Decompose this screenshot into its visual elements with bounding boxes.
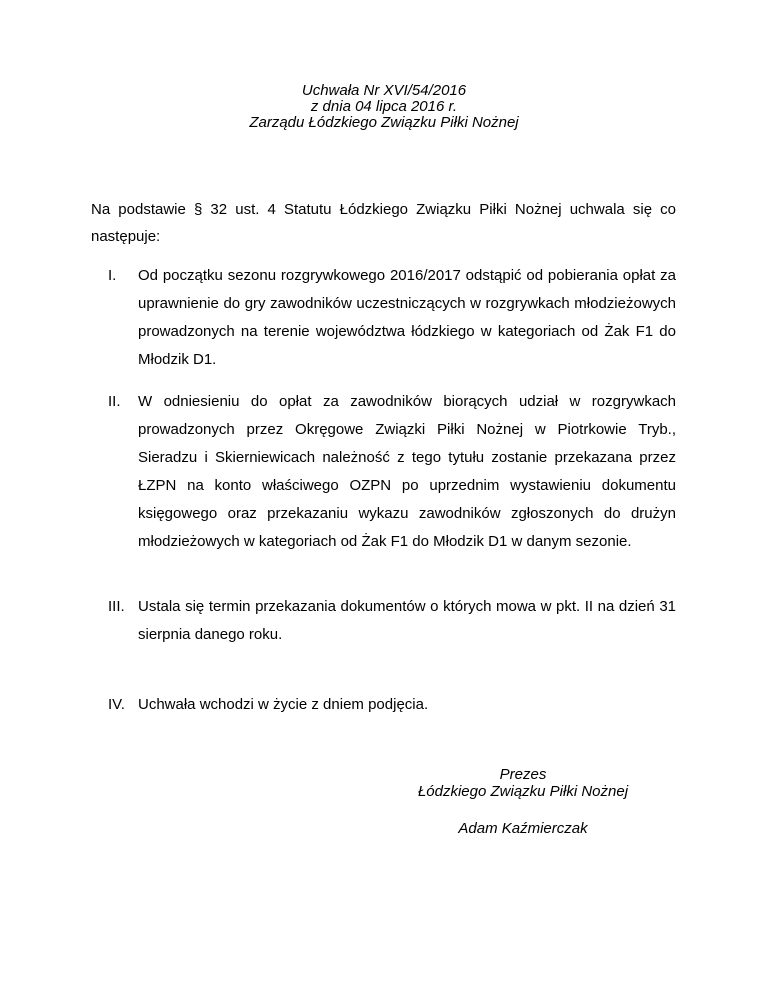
item-number: II.: [108, 393, 121, 410]
item-number: I.: [108, 267, 117, 284]
signatory-name: Adam Kaźmierczak: [458, 820, 588, 837]
item-text: W odniesieniu do opłat za zawodników biorących udział w rozgrywkach prowadzonych przez Okręgowe Związki Piłki Nożnej w Piotrkowie Tryb., Sieradzu i Skierniewicach należność z tego tytułu zostanie przekazana przez ŁZPN na konto właściwego OZPN po uprzednim wystawieniu dokumentu księgowego oraz przekazaniu wykazu zawodników zgłoszonych do drużyn młodzieżowych w kategoriach od Żak F1 do Młodzik D1 w danym sezonie.: [138, 393, 676, 550]
document-header: [0, 83, 768, 131]
resolution-issuer: Zarządu Łódzkiego Związku Piłki Nożnej: [249, 114, 519, 131]
intro-paragraph: Na podstawie § 32 ust. 4 Statutu Łódzkiego Związku Piłki Nożnej uchwala się co następuje:: [91, 201, 676, 245]
item-text: Od początku sezonu rozgrywkowego 2016/2017 odstąpić od pobierania opłat za uprawnienie do gry zawodników uczestniczących w rozgrywkach młodzieżowych prowadzonych na terenie województwa łódzkiego w kategoriach od Żak F1 do Młodzik D1.: [138, 267, 676, 368]
signature-block: [398, 766, 648, 837]
signatory-organization: Łódzkiego Związku Piłki Nożnej: [417, 783, 629, 800]
item-number: III.: [108, 598, 125, 615]
item-text: Ustala się termin przekazania dokumentów o których mowa w pkt. II na dzień 31 sierpnia danego roku.: [138, 598, 676, 643]
signatory-title: Prezes: [499, 766, 547, 783]
resolution-date: z dnia 04 lipca 2016 r.: [310, 98, 458, 115]
item-text: Uchwała wchodzi w życie z dniem podjęcia.: [138, 696, 429, 713]
item-number: IV.: [108, 696, 125, 713]
resolution-number: Uchwała Nr XVI/54/2016: [301, 82, 467, 99]
